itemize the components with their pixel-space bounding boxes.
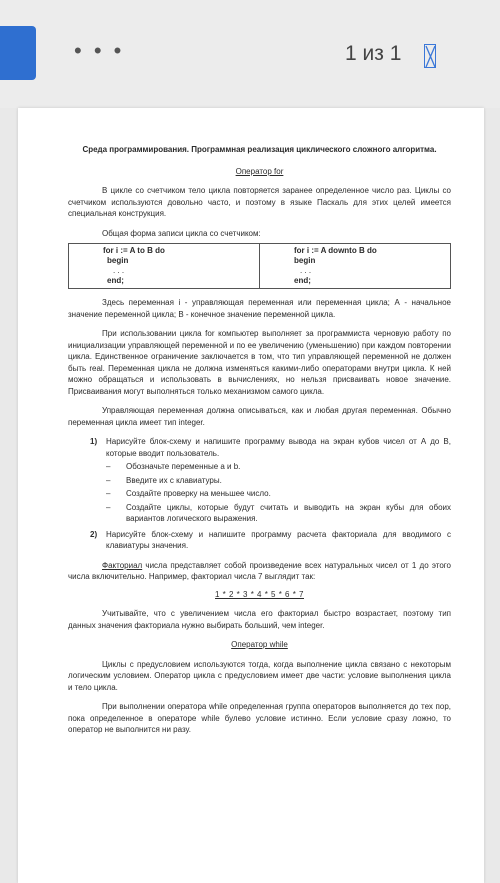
document-page xyxy=(18,108,484,883)
dash-marker: – xyxy=(106,475,111,485)
list-marker: 1) xyxy=(90,437,98,446)
subtask-text: Введите их с клавиатуры. xyxy=(126,475,222,485)
code-line: for i := A to B do xyxy=(103,246,165,255)
task-text: Нарисуйте блок-схему и напишите программу вывода на экран кубов чисел от А до В, которые вводит пользователь. xyxy=(106,437,451,458)
task-list xyxy=(68,436,451,552)
code-line: end; xyxy=(294,276,311,285)
list-item xyxy=(106,502,451,525)
heading-while-operator: Оператор while xyxy=(231,640,288,649)
code-line: . . . xyxy=(300,266,312,275)
code-line: end; xyxy=(107,276,124,285)
viewer-header xyxy=(0,0,500,108)
list-item xyxy=(90,529,451,552)
more-options-icon[interactable]: • • • xyxy=(74,38,125,63)
code-line: begin xyxy=(294,256,316,265)
code-line: . . . xyxy=(113,266,125,275)
list-item xyxy=(90,436,451,527)
subtask-text: Создайте циклы, которые будут считать и выводить на экран кубы для обоих вариантов логического выражения. xyxy=(126,502,451,523)
list-item xyxy=(106,488,451,500)
table-cell-downto xyxy=(260,244,451,289)
paragraph: Учитывайте, что с увеличением числа его факториал быстро возрастает, поэтому тип данных значения факториала нужно выбирать больший, чем integer. xyxy=(68,609,451,630)
paragraph: Циклы с предусловием используются тогда, когда выполнение цикла связано с некоторым логическим условием. Оператор цикла с предусловием имеет две части: условие выполнения цикла и тело цикла. xyxy=(68,659,451,692)
dash-marker: – xyxy=(106,489,111,498)
task-text: Нарисуйте блок-схему и напишите программу расчета факториала для вводимого с клавиатуры значения. xyxy=(106,529,451,550)
paragraph xyxy=(68,560,451,583)
paragraph: Здесь переменная i - управляющая переменная или переменная цикла; А - начальное значение переменной цикла; В - конечное значение переменной цикла. xyxy=(68,298,451,319)
paragraph: Общая форма записи цикла со счетчиком: xyxy=(102,228,261,238)
loop-syntax-table xyxy=(68,243,451,289)
close-icon[interactable] xyxy=(424,44,436,68)
factorial-formula: 1 * 2 * 3 * 4 * 5 * 6 * 7 xyxy=(215,589,304,599)
subtask-text: Обозначьте переменные a и b. xyxy=(126,462,241,471)
dash-marker: – xyxy=(106,462,111,471)
paragraph: В цикле со счетчиком тело цикла повторяется заранее определенное число раз. Циклы со счетчиком используются довольно часто, и поэтому в языке Паскаль для этих целей имеется специальная конструкция. xyxy=(68,186,451,218)
list-item xyxy=(106,475,451,487)
side-panel-tab[interactable] xyxy=(0,26,36,80)
list-marker: 2) xyxy=(90,529,98,539)
dash-marker: – xyxy=(106,502,111,512)
code-line: for i := A downto B do xyxy=(294,246,377,255)
page-counter: 1 из 1 xyxy=(345,42,402,65)
document-content xyxy=(68,144,451,744)
subtask-list xyxy=(106,461,451,525)
paragraph-text: числа представляет собой произведение всех натуральных чисел от 1 до этого числа включительно. Например, факториал числа 7 выглядит так: xyxy=(68,560,451,581)
paragraph: Управляющая переменная должна описываться, как и любая другая переменная. Обычно переменная цикла имеет тип integer. xyxy=(68,406,451,427)
term-factorial: Факториал xyxy=(102,560,143,570)
code-line: begin xyxy=(107,256,129,265)
heading-for-operator: Оператор for xyxy=(235,166,284,176)
subtask-text: Создайте проверку на меньшее число. xyxy=(126,489,271,498)
paragraph: При использовании цикла for компьютер выполняет за программиста черновую работу по инициализации управляющей переменной и по ее увеличению (уменьшению) при каждом повторении цикла. Единственное ограничение заключается в том, что тип управляющей переменной не должен быть real. Переменная цикла не должна изменяться какими-либо операторами внутри цикла. К ней можно обращаться и использовать в вычислениях, но нельзя присваивать новое значение. Присваивания могут выполняться только механизмом самого цикла. xyxy=(68,329,451,396)
table-cell-to xyxy=(69,244,260,289)
paragraph: При выполнении оператора while определенная группа операторов выполняется до тех пор, пока определенное в операторе while булево условие истинно. Если условие сразу ложно, то оператор не выполнится ни разу. xyxy=(68,702,451,734)
list-item xyxy=(106,461,451,473)
document-title: Среда программирования. Программная реализация циклического сложного алгоритма. xyxy=(82,145,437,154)
